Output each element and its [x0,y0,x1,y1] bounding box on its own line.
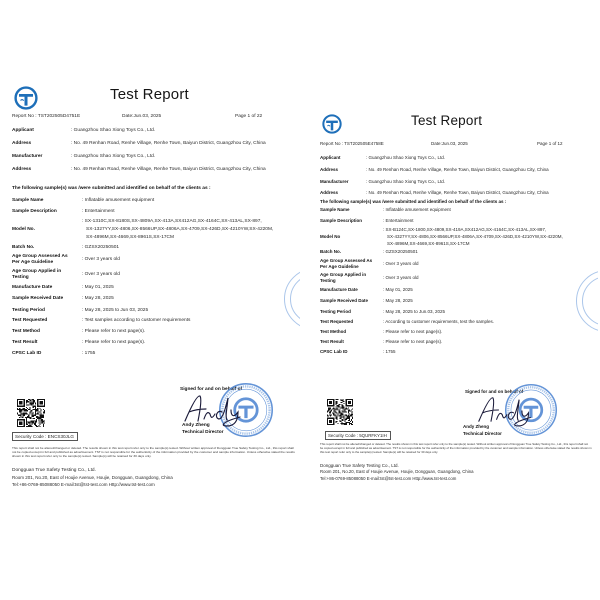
sample-intro: The following sample(s) was /were submitted and identified on behalf of the clients as : [12,186,211,191]
test-method-value: : Please refer to next page(s). [383,329,443,334]
test-method-value: : Please refer to next page(s). [82,329,146,334]
company-name: Dongguan True Safety Testing Co., Ltd. [320,463,399,468]
report-number: Report No : TST202505D4751E [12,114,81,119]
test-requested-value: : According to customer requirements, test the samples. [383,319,495,324]
applicant-value: : Guangzhou Shao Xiong Toys Co., Ltd. [71,128,156,133]
applicant-address-value: : No. 49 Renhan Road, Renhe Village, Renhe Town, Baiyun District, Guangzhou City, China [366,167,549,172]
sample-name-value: : Inflatable amusement equipment [82,198,155,203]
test-report-left [6,78,300,490]
test-requested-value: : Test samples according to customer requirements [82,318,191,323]
report-disclaimer: This report shall not be altered/changed or deleted. The results shown in this test report refer only to the sample(s) tested. Without written approval of Dongguan True Safety Testing Co., Ltd., this report shall not be copied except in full and published as advertisement. TST is not responsible for the authenticity of the information provided by the customer and sample information. Unless otherwise stated the results shown in this test report refer only to the sample(s) tested. Sample(s) will be retained for 30 days only. [12,446,295,459]
sample-description-value: : Entertainment [82,209,115,214]
age-applied-value: : Over 3 years old [383,275,419,280]
age-assessed-label: Age Group Assessed As [320,258,373,263]
report-disclaimer: This report shall not be altered/changed or deleted. The results shown in this test report refer only to the sample(s) tested. Without written approval of Dongguan True Safety Testing Co., Ltd., this report shall not be copied except in full and published as advertisement. TST is not responsible for the authenticity of the information provided by the customer and sample information. Unless otherwise stated the results shown in this test report refer only to the sample(s) tested. Sample(s) will be retained for 30 days only. [320,442,592,454]
test-requested-label: Test Requested [12,318,48,323]
report-page: Page 1 of 12 [537,141,563,146]
sample-description-value: : Entertainment [383,218,414,223]
signed-for-text: Signed for and on behalf of [465,389,524,394]
test-report-right [314,106,598,490]
test-method-label: Test Method [320,329,347,334]
signer-title: Technical Director [463,431,502,436]
manufacture-date-value: : May 01, 2025 [383,287,413,292]
testing-period-label: Testing Period [12,308,45,313]
age-assessed-label: Per Age Guideline [320,264,359,269]
test-requested-label: Test Requested [320,319,354,324]
company-contact: Tel:+86-0769-85088050 E-mail:tst@tst-test.com Http://www.tst-test.com [320,476,457,481]
applicant-address-value: : No. 49 Renhan Road, Renhe Village, Renhe Town, Baiyun District, Guangzhou City, China [71,141,266,146]
manufacture-date-label: Manufacture Date [12,285,53,290]
model-no-line: SX-1327YY,SX-4806,SX-8566UP,SX-4806A,SX-4709,SX-426D,SX-4210YW,SX-4220M, [86,227,274,232]
report-date: Date:Jun.03, 2025 [122,114,162,119]
security-code: Security Code : ENCS30JLG [12,432,78,441]
manufacturer-value: : Guangzhou Shao Xiong Toys Co., Ltd. [71,154,156,159]
age-assessed-value: : Over 3 years old [82,257,120,262]
report-date: Date:Jun.03, 2025 [431,141,468,146]
cpsc-lab-id-label: CPSC Lab ID [12,351,42,356]
model-no-label: Model No [320,234,341,239]
seam-stamp-icon [576,270,598,332]
model-no-line: : SX-B124C,SX-1800,SX-4809,SX-419A,SX412AG,SX-4164C,SX-413AL,SX-897, [383,227,547,232]
test-result-label: Test Result [12,340,38,345]
age-assessed-label: Age Group Assessed As [12,254,68,259]
signature-icon [476,393,536,427]
manufacturer-value: : Guangzhou Shao Xiong Toys Co., Ltd. [366,179,445,184]
cpsc-lab-id-value: : 1755 [383,349,396,354]
received-date-label: Sample Received Date [12,296,64,301]
manufacturer-address-value: : No. 49 Renhan Road, Renhe Village, Renhe Town, Baiyun District, Guangzhou City, China [71,167,266,172]
received-date-value: : May 28, 2025 [383,298,413,303]
tst-logo-icon [14,86,38,110]
manufacturer-address-value: : No. 49 Renhan Road, Renhe Village, Renhe Town, Baiyun District, Guangzhou City, China [366,190,549,195]
signer-name: Andy Zheng [463,424,489,429]
sample-name-label: Sample Name [320,207,350,212]
qr-code-icon [17,399,45,427]
received-date-value: : May 28, 2025 [82,296,114,301]
applicant-address-label: Address [12,141,32,146]
batch-no-value: : GZSX20250501 [82,245,120,250]
age-applied-label: Age Group Applied in [320,272,367,277]
applicant-label: Applicant [12,128,34,133]
signature-icon [182,391,246,427]
company-name: Dongguan True Safety Testing Co., Ltd. [12,468,96,473]
model-no-line: SX-4896M,SX-4669,SX-8961S,SX-17CM [86,235,174,240]
age-applied-value: : Over 3 years old [82,272,120,277]
tst-logo-icon [322,114,342,134]
age-applied-label: Testing [12,275,29,280]
report-title: Test Report [411,113,483,128]
model-no-line: SX-4896M,SX-4669,SX-8961S,SX-17CM [387,241,470,246]
applicant-value: : Guangzhou Shao Xiong Toys Co., Ltd. [366,155,445,160]
qr-code-icon [327,399,353,425]
manufacturer-label: Manufacturer [320,179,349,184]
age-applied-label: Age Group Applied in [12,269,62,274]
sample-name-label: Sample Name [12,198,44,203]
test-method-label: Test Method [12,329,40,334]
cpsc-lab-id-label: CPSC Lab ID [320,349,348,354]
manufacturer-address-label: Address [12,167,32,172]
signed-for-text: Signed for and on behalf of [180,387,243,392]
manufacture-date-label: Manufacture Date [320,287,358,292]
batch-no-label: Batch No. [320,249,342,254]
sample-description-label: Sample Description [320,218,363,223]
test-result-value: : Please refer to next page(s). [383,339,443,344]
signer-name: Andy Zheng [182,423,210,428]
sample-name-value: : Inflatable amusement equipment [383,207,451,212]
sample-description-label: Sample Description [12,209,57,214]
report-number: Report No : TST202505E4758E [320,141,384,146]
test-result-label: Test Result [320,339,344,344]
batch-no-value: : GZSX20250501 [383,249,418,254]
security-code: Security Code : 5QURFKY1IH [325,431,391,440]
company-address: Room 201, No.20, East of Houjie Avenue, Houjie, Dongguan, Guangdong, China [12,475,173,480]
report-page: Page 1 of 22 [235,114,263,119]
applicant-label: Applicant [320,155,341,160]
age-assessed-value: : Over 3 years old [383,261,419,266]
batch-no-label: Batch No. [12,245,35,250]
model-no-line: SX-4327YY,SX-4806,SX-8566UP,SX-4806A,SX-4709,SX-426D,SX-4210YW,SX-4220M, [387,234,563,239]
company-contact: Tel:+86-0769-85088050 E-mail:tst@tst-test.com Http://www.tst-test.com [12,482,155,487]
test-result-value: : Please refer to next page(s). [82,340,146,345]
report-title: Test Report [110,86,189,103]
testing-period-label: Testing Period [320,309,351,314]
manufacturer-label: Manufacturer [12,154,43,159]
applicant-address-label: Address [320,167,339,172]
model-no-label: Model No. [12,227,35,232]
seam-stamp-icon [284,268,300,330]
testing-period-value: : May 28, 2025 to Jun 03, 2025 [82,308,149,313]
company-address: Room 201, No.20, East of Houjie Avenue, Houjie, Dongguan, Guangdong, China [320,469,474,474]
manufacturer-address-label: Address [320,190,339,195]
received-date-label: Sample Received Date [320,298,369,303]
age-applied-label: Testing [320,278,336,283]
age-assessed-label: Per Age Guideline [12,260,54,265]
testing-period-value: : May 28, 2025 to Jun.03, 2025 [383,309,446,314]
sample-intro: The following sample(s) was /were submitted and identified on behalf of the clients as : [320,199,507,204]
cpsc-lab-id-value: : 1755 [82,351,96,356]
signer-title: Technical Director [182,430,224,435]
model-no-line: : SX-1310C,SX-8180S,SX-4809A,SX-413A,SX412AG,SX-4164C,SX-413AL,SX-897, [82,219,262,224]
manufacture-date-value: : May 01, 2025 [82,285,114,290]
